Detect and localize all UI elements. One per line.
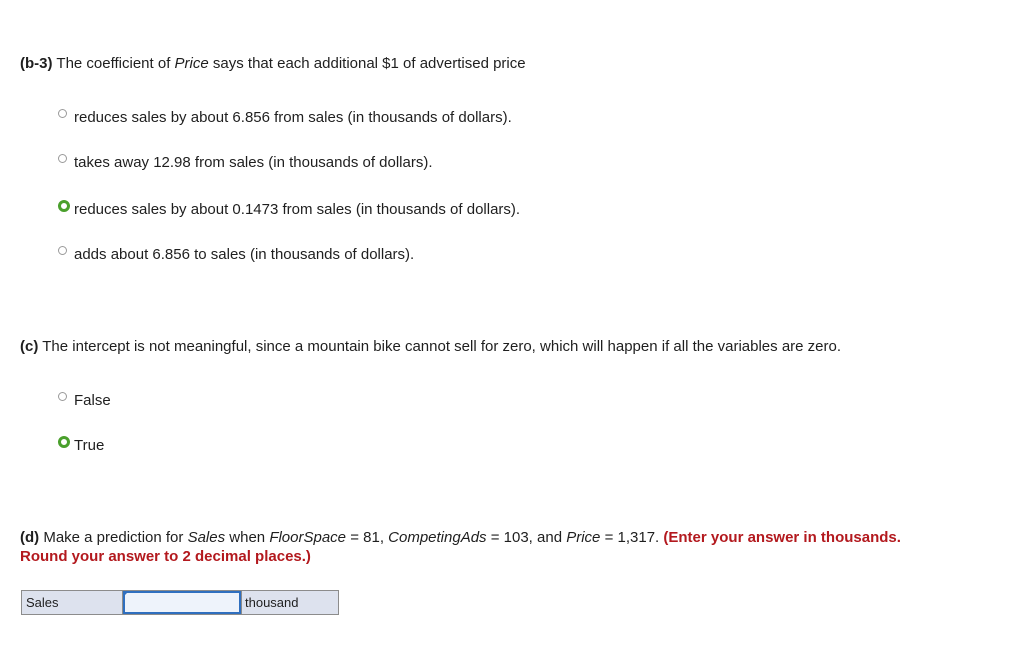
option-label: adds about 6.856 to sales (in thousands of dollars). (74, 246, 415, 263)
variable-name: Sales (187, 529, 226, 546)
question-b3 (20, 54, 526, 73)
radio-button[interactable] (58, 246, 67, 255)
answer-table (21, 590, 339, 615)
question-text: Make a prediction for (43, 529, 184, 546)
question-text: The coefficient of (56, 55, 171, 72)
unit-label: thousand (241, 591, 338, 614)
option-label: False (74, 392, 111, 409)
variable-name: FloorSpace (269, 529, 347, 546)
radio-button[interactable] (58, 392, 67, 401)
question-text: = 103, and (490, 529, 563, 546)
question-text: = 1,317. (604, 529, 660, 546)
sales-input[interactable] (123, 591, 241, 614)
question-text: = 81, (350, 529, 384, 546)
radio-button-selected[interactable] (58, 200, 70, 212)
question-label: (c) (20, 338, 39, 355)
question-text: says that each additional $1 of advertised price (212, 55, 526, 72)
option-label: True (74, 437, 105, 454)
variable-name: Price (566, 529, 601, 546)
radio-button-selected[interactable] (58, 436, 70, 448)
sales-label: Sales (22, 591, 123, 614)
radio-button[interactable] (58, 109, 67, 118)
radio-button[interactable] (58, 154, 67, 163)
variable-name: CompetingAds (388, 529, 487, 546)
question-text: The intercept is not meaningful, since a mountain bike cannot sell for zero, which will happen if all the variables are zero. (42, 338, 842, 355)
question-d (20, 528, 1010, 566)
option-label: reduces sales by about 0.1473 from sales (in thousands of dollars). (74, 201, 521, 218)
sales-input-wrapper (123, 591, 241, 614)
question-label: (b-3) (20, 55, 53, 72)
question-c (20, 337, 841, 356)
option-label: reduces sales by about 6.856 from sales (in thousands of dollars). (74, 109, 512, 126)
instruction-text: Round your answer to 2 decimal places.) (20, 548, 311, 565)
question-label: (d) (20, 529, 40, 546)
option-label: takes away 12.98 from sales (in thousands of dollars). (74, 154, 433, 171)
instruction-text: (Enter your answer in thousands. (663, 529, 901, 546)
question-text: when (229, 529, 266, 546)
variable-name: Price (174, 55, 209, 72)
